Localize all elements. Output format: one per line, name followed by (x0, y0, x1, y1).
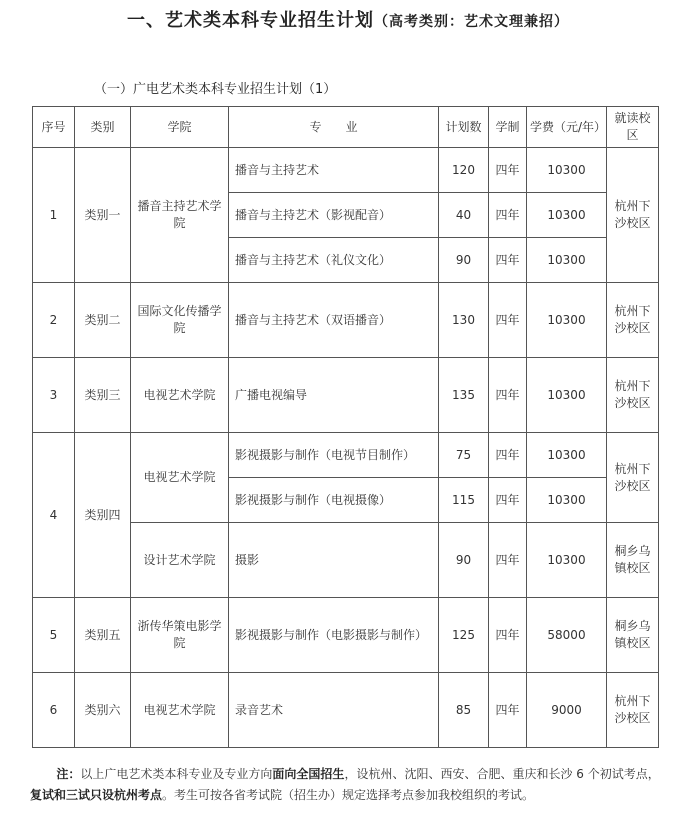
note-emphasis-1: 面向全国招生 (272, 767, 345, 781)
major-cell: 播音与主持艺术（双语播音） (229, 283, 439, 358)
fee-cell: 58000 (527, 598, 607, 673)
plan-cell: 90 (439, 523, 489, 598)
plan-cell: 85 (439, 673, 489, 748)
duration-cell: 四年 (489, 598, 527, 673)
duration-cell: 四年 (489, 193, 527, 238)
header-plan: 计划数 (439, 107, 489, 148)
duration-cell: 四年 (489, 673, 527, 748)
category-cell: 类别五 (75, 598, 131, 673)
campus-cell: 杭州下沙校区 (607, 433, 659, 523)
seq-cell: 2 (33, 283, 75, 358)
campus-cell: 杭州下沙校区 (607, 358, 659, 433)
plan-cell: 130 (439, 283, 489, 358)
header-category: 类别 (75, 107, 131, 148)
fee-cell: 10300 (527, 238, 607, 283)
plan-cell: 115 (439, 478, 489, 523)
note-text-1: 以上广电艺术类本科专业及专业方向 (80, 767, 273, 781)
major-cell: 影视摄影与制作（电视摄像） (229, 478, 439, 523)
college-cell: 浙传华策电影学院 (131, 598, 229, 673)
college-cell: 电视艺术学院 (131, 358, 229, 433)
college-cell: 设计艺术学院 (131, 523, 229, 598)
header-row (33, 107, 659, 148)
fee-cell: 10300 (527, 523, 607, 598)
note-label: 注： (56, 767, 81, 781)
fee-cell: 10300 (527, 478, 607, 523)
major-cell: 播音与主持艺术 (229, 148, 439, 193)
duration-cell: 四年 (489, 238, 527, 283)
category-cell: 类别四 (75, 433, 131, 598)
header-campus: 就读校区 (607, 107, 659, 148)
header-fee: 学费（元/年） (527, 107, 607, 148)
table-row (33, 433, 659, 478)
header-college: 学院 (131, 107, 229, 148)
campus-cell: 杭州下沙校区 (607, 148, 659, 283)
enrollment-plan-table (32, 106, 659, 748)
plan-cell: 75 (439, 433, 489, 478)
table-row (33, 673, 659, 748)
header-duration: 学制 (489, 107, 527, 148)
page-title (0, 6, 696, 32)
seq-cell: 4 (33, 433, 75, 598)
seq-cell: 3 (33, 358, 75, 433)
category-cell: 类别六 (75, 673, 131, 748)
plan-cell: 90 (439, 238, 489, 283)
note-text-2: ，设杭州、沈阳、西安、合肥、重庆和长沙 6 个初试考点， (344, 767, 660, 781)
table-row (33, 283, 659, 358)
campus-cell: 桐乡乌镇校区 (607, 598, 659, 673)
college-cell: 国际文化传播学院 (131, 283, 229, 358)
major-cell: 摄影 (229, 523, 439, 598)
major-cell: 影视摄影与制作（电视节目制作） (229, 433, 439, 478)
college-cell: 电视艺术学院 (131, 673, 229, 748)
duration-cell: 四年 (489, 478, 527, 523)
campus-cell: 杭州下沙校区 (607, 673, 659, 748)
header-major: 专 业 (229, 107, 439, 148)
major-cell: 广播电视编导 (229, 358, 439, 433)
duration-cell: 四年 (489, 433, 527, 478)
plan-cell: 135 (439, 358, 489, 433)
seq-cell: 1 (33, 148, 75, 283)
seq-cell: 5 (33, 598, 75, 673)
major-cell: 录音艺术 (229, 673, 439, 748)
category-cell: 类别一 (75, 148, 131, 283)
header-seq: 序号 (33, 107, 75, 148)
fee-cell: 10300 (527, 433, 607, 478)
major-cell: 影视摄影与制作（电影摄影与制作） (229, 598, 439, 673)
note-emphasis-2: 复试和三试只设杭州考点 (30, 788, 163, 802)
campus-cell: 桐乡乌镇校区 (607, 523, 659, 598)
category-cell: 类别三 (75, 358, 131, 433)
title-main: 一、艺术类本科专业招生计划 (127, 10, 374, 31)
college-cell: 电视艺术学院 (131, 433, 229, 523)
plan-cell: 120 (439, 148, 489, 193)
fee-cell: 10300 (527, 193, 607, 238)
plan-cell: 40 (439, 193, 489, 238)
fee-cell: 10300 (527, 283, 607, 358)
footnote (30, 764, 670, 806)
duration-cell: 四年 (489, 148, 527, 193)
note-text-3: 。考生可按各省考试院（招生办）规定选择考点参加我校组织的考试。 (162, 788, 535, 802)
major-cell: 播音与主持艺术（影视配音） (229, 193, 439, 238)
duration-cell: 四年 (489, 523, 527, 598)
title-sub: （高考类别：艺术文理兼招） (374, 14, 569, 30)
category-cell: 类别二 (75, 283, 131, 358)
campus-cell: 杭州下沙校区 (607, 283, 659, 358)
fee-cell: 9000 (527, 673, 607, 748)
duration-cell: 四年 (489, 283, 527, 358)
table-row (33, 358, 659, 433)
seq-cell: 6 (33, 673, 75, 748)
fee-cell: 10300 (527, 358, 607, 433)
major-cell: 播音与主持艺术（礼仪文化） (229, 238, 439, 283)
duration-cell: 四年 (489, 358, 527, 433)
section-subtitle: （一）广电艺术类本科专业招生计划（1） (94, 82, 337, 97)
fee-cell: 10300 (527, 148, 607, 193)
table-row (33, 598, 659, 673)
table-row (33, 148, 659, 193)
plan-cell: 125 (439, 598, 489, 673)
college-cell: 播音主持艺术学院 (131, 148, 229, 283)
